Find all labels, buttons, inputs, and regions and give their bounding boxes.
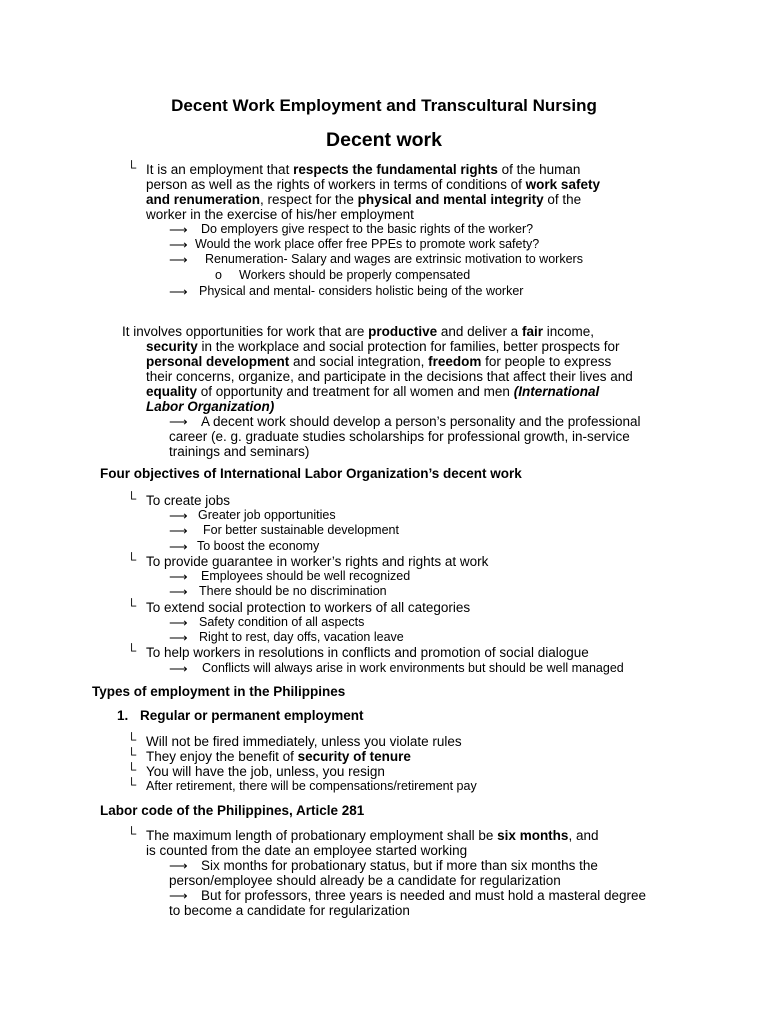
arrow-icon: ⟶ (169, 615, 188, 630)
labor-heading: Labor code of the Philippines, Article 281 (100, 803, 365, 818)
para-line-2: security in the workplace and social protection for families, better prospects for (146, 339, 620, 354)
para-line-6: Labor Organization) (146, 399, 275, 414)
bullet-icon: └ (127, 552, 137, 567)
bullet-icon: └ (127, 762, 137, 777)
objective-3: To extend social protection to workers of all categories (146, 600, 471, 615)
intro-line-2: person as well as the rights of workers in terms of conditions of work safety (146, 177, 600, 192)
labor-arrow-2: But for professors, three years is needed and must hold a masteral degree (201, 888, 646, 903)
objective-1-a: Greater job opportunities (198, 508, 336, 522)
objectives-heading: Four objectives of International Labor Organization’s decent work (100, 466, 522, 481)
bullet-icon: └ (127, 826, 137, 841)
types-heading: Types of employment in the Philippines (92, 684, 346, 699)
document-title: Decent Work Employment and Transcultural Nursing (171, 96, 597, 115)
intro-sub-1: Workers should be properly compensated (239, 268, 471, 282)
para-line-4: their concerns, organize, and participate in the decisions that affect their lives and (146, 369, 633, 384)
bullet-icon: └ (127, 747, 137, 762)
arrow-icon: ⟶ (169, 569, 188, 584)
para-line-1: It involves opportunities for work that are productive and deliver a fair income, (122, 324, 594, 339)
para-arrow-1-cont: career (e. g. graduate studies scholarships for professional growth, in-service (169, 429, 630, 444)
arrow-icon: ⟶ (169, 858, 188, 873)
objective-2-b: There should be no discrimination (199, 584, 387, 598)
types-item-1: Regular or permanent employment (140, 708, 364, 723)
para-line-5: equality of opportunity and treatment for all women and men (International (146, 384, 600, 399)
intro-arrow-2: Would the work place offer free PPEs to promote work safety? (195, 237, 540, 251)
objective-2: To provide guarantee in worker’s rights and rights at work (146, 554, 489, 569)
objective-1-c: To boost the economy (197, 539, 320, 553)
section-title: Decent work (326, 129, 442, 151)
objective-2-a: Employees should be well recognized (201, 569, 411, 583)
intro-line-1: It is an employment that respects the fundamental rights of the human (146, 162, 581, 177)
objective-1: To create jobs (146, 493, 231, 508)
labor-arrow-1: Six months for probationary status, but if more than six months the (201, 858, 598, 873)
arrow-icon: ⟶ (169, 584, 188, 599)
objective-1-b: For better sustainable development (203, 523, 399, 537)
bullet-icon: └ (127, 732, 137, 747)
arrow-icon: ⟶ (169, 222, 188, 237)
para-line-3: personal development and social integration, freedom for people to express (146, 354, 612, 369)
bullet-icon: └ (127, 777, 137, 792)
intro-arrow-1: Do employers give respect to the basic rights of the worker? (201, 222, 534, 236)
labor-line-1: The maximum length of probationary employment shall be six months, and (146, 828, 599, 843)
intro-arrow-3: Renumeration- Salary and wages are extrinsic motivation to workers (205, 252, 583, 266)
arrow-icon: ⟶ (169, 539, 188, 554)
arrow-icon: ⟶ (169, 888, 188, 903)
arrow-icon: ⟶ (169, 661, 188, 676)
arrow-icon: ⟶ (169, 237, 188, 252)
sub-bullet-icon: o (215, 268, 222, 282)
labor-line-2: is counted from the date an employee started working (146, 843, 468, 858)
arrow-icon: ⟶ (169, 284, 188, 299)
intro-arrow-4: Physical and mental- considers holistic being of the worker (199, 284, 524, 298)
intro-line-4: worker in the exercise of his/her employment (146, 207, 414, 222)
labor-arrow-2-cont: to become a candidate for regularization (169, 903, 410, 918)
arrow-icon: ⟶ (169, 630, 188, 645)
arrow-icon: ⟶ (169, 414, 188, 429)
types-bullet-1: Will not be fired immediately, unless you violate rules (146, 734, 462, 749)
bullet-icon: └ (127, 598, 137, 613)
arrow-icon: ⟶ (169, 523, 188, 538)
types-number: 1. (117, 708, 129, 723)
objective-4-a: Conflicts will always arise in work environments but should be well managed (202, 661, 624, 675)
para-arrow-1-cont2: trainings and seminars) (169, 444, 310, 459)
objective-3-b: Right to rest, day offs, vacation leave (199, 630, 404, 644)
bullet-icon: └ (127, 491, 137, 506)
types-bullet-2: They enjoy the benefit of security of tenure (146, 749, 411, 764)
intro-line-3: and renumeration, respect for the physical and mental integrity of the (146, 192, 582, 207)
types-bullet-4: After retirement, there will be compensations/retirement pay (146, 779, 477, 793)
objective-3-a: Safety condition of all aspects (199, 615, 365, 629)
arrow-icon: ⟶ (169, 252, 188, 267)
objective-4: To help workers in resolutions in conflicts and promotion of social dialogue (146, 645, 589, 660)
para-arrow-1: A decent work should develop a person’s personality and the professional (201, 414, 641, 429)
bullet-icon: └ (127, 160, 137, 175)
arrow-icon: ⟶ (169, 508, 188, 523)
labor-arrow-1-cont: person/employee should already be a candidate for regularization (169, 873, 561, 888)
bullet-icon: └ (127, 643, 137, 658)
types-bullet-3: You will have the job, unless, you resign (146, 764, 385, 779)
